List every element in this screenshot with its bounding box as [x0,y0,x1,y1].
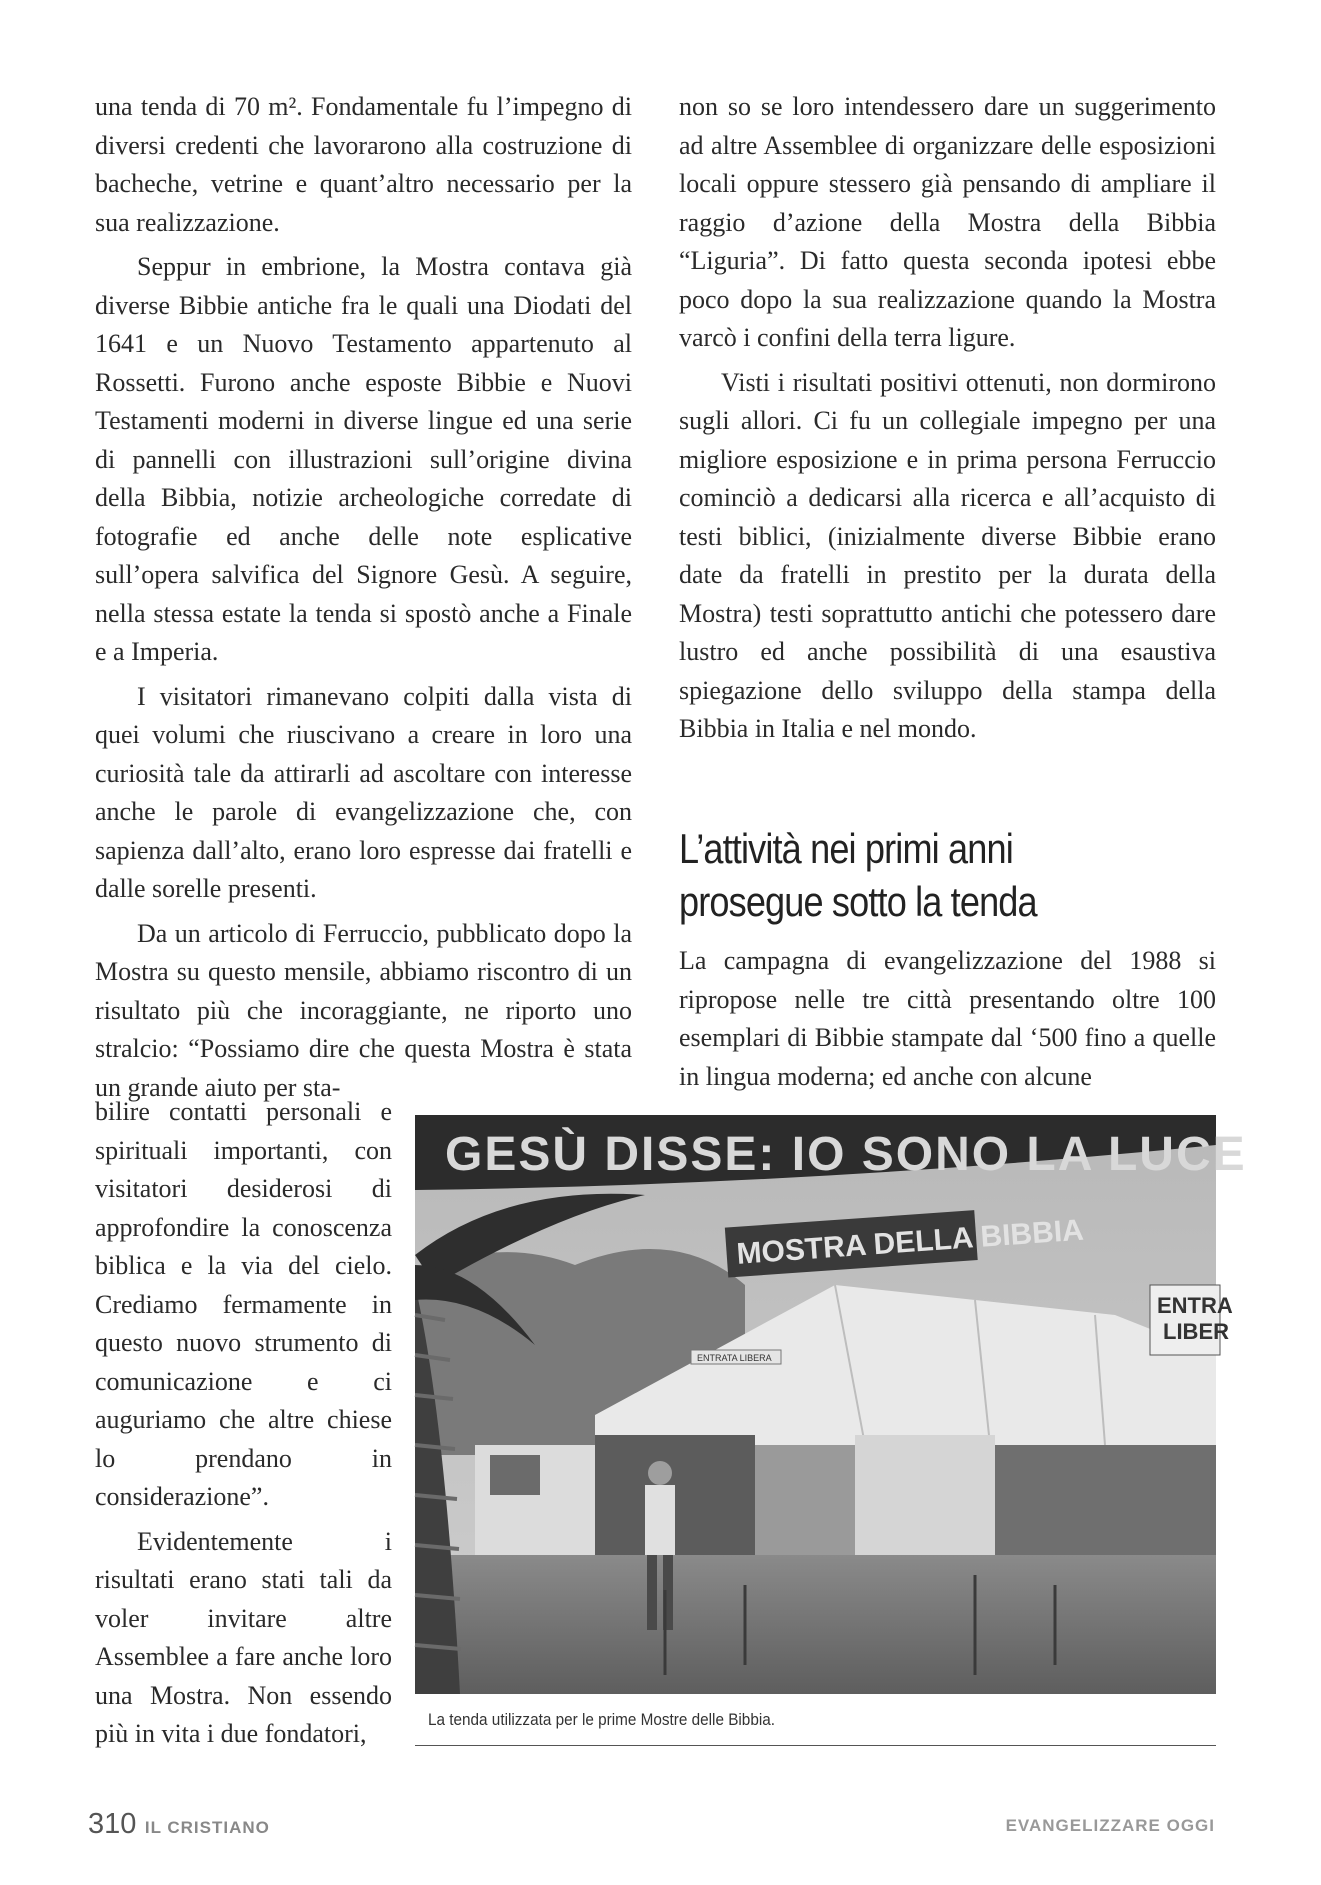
right-paragraph-3: La campagna di evangelizzazione del 1988 si ripropose nelle tre città presentando oltre 100 esemplari di Bibbie stampate dal ‘500 fino a quelle in lingua moderna; ed anche con alcune [679,946,1216,1091]
page-number: 310 [88,1808,137,1840]
page-footer-left [88,1808,270,1841]
sign-right-text-1: ENTRA [1157,1293,1233,1318]
sign-right-text-2: LIBER [1163,1319,1229,1344]
left-paragraph-1: una tenda di 70 m². Fondamentale fu l’impegno di diversi credenti che lavorarono alla costruzione di bacheche, vetrine e quant’altro necessario per la sua realizzazione. [95,92,632,237]
banner-mostra-text: MOSTRA DELLA BIBBIA [735,1213,1085,1271]
narrow-column [95,1093,392,1760]
banner-top-text: GESÙ DISSE: IO SONO LA LUCE [445,1128,1247,1181]
right-paragraph-2: Visti i risultati positivi ottenuti, non dormirono sugli allori. Ci fu un collegiale impegno per una migliore esposizione e in prima persona Ferruccio cominciò a dedicarsi alla ricerca e all’acquisto di testi biblici, (inizialmente diverse Bibbie erano date da fratelli in prestito per la durata della Mostra) testi soprattutto antichi che potessero dare lustro ed anche possibilità di una esaustiva spiegazione dello sviluppo della stampa della Bibbia in Italia e nel mondo. [679,367,1216,743]
section-name: EVANGELIZZARE OGGI [1005,1816,1215,1835]
caption-rule [415,1745,1216,1746]
sign-small-text: ENTRATA LIBERA [697,1353,772,1363]
right-paragraph-1: non so se loro intendessero dare un suggerimento ad altre Assemblee di organizzare delle esposizioni locali oppure stessero già pensando di ampliare il raggio d’azione della Mostra della Bibbia “Liguria”. Di fatto questa seconda ipotesi ebbe poco dopo la sua realizzazione quando la Mostra varcò i confini della terra ligure. [679,92,1216,352]
photo-caption: La tenda utilizzata per le prime Mostre delle Bibbia. [428,1710,775,1729]
left-paragraph-4: Da un articolo di Ferruccio, pubblicato dopo la Mostra su questo mensile, abbiamo riscontro di un risultato più che incoraggiante, ne riporto uno stralcio: “Possiamo dire che questa Mostra è stata un grande aiuto per sta- [95,918,632,1102]
left-paragraph-2: Seppur in embrione, la Mostra contava già diverse Bibbie antiche fra le quali una Diodati del 1641 e un Nuovo Testamento appartenuto al Rossetti. Furono anche esposte Bibbie e Nuovi Testamenti moderni in diverse lingue ed una serie di pannelli con illustrazioni sull’origine divina della Bibbia, notizie archeologiche corredate di fotografie ed anche delle note esplicative sull’opera salvifica del Signore Gesù. A seguire, nella stessa estate la tenda si spostò anche a Finale e a Imperia. [95,252,632,666]
left-column [95,88,632,1113]
narrow-paragraph-1: bilire contatti personali e spirituali importanti, con visitatori desiderosi di approfondire la conoscenza biblica e la via del cielo. Crediamo fermamente in questo nuovo strumento di comunicazione e ci auguriamo che altre chiese lo prendano in considerazione”. [95,1097,392,1511]
narrow-paragraph-2: Evidentemente i risultati erano stati tali da voler invitare altre Assemblee a fare anche loro una Mostra. Non essendo più in vita i due fondatori, [95,1526,392,1748]
right-column [679,88,1216,755]
section-heading: L’attività nei primi anni prosegue sotto la tenda [679,825,1037,925]
magazine-name: IL CRISTIANO [144,1818,270,1837]
left-paragraph-3: I visitatori rimanevano colpiti dalla vista di quei volumi che riuscivano a creare in loro una curiosità tale da attirarli ad ascoltare con interesse anche le parole di evangelizzazione che, con sapienza dall’alto, erano loro espresse dai fratelli e dalle sorelle presenti. [95,681,632,903]
right-column-after-heading [679,942,1216,1096]
tent-photo [415,1115,1247,1694]
tent-photo-drawing [415,1115,1247,1694]
